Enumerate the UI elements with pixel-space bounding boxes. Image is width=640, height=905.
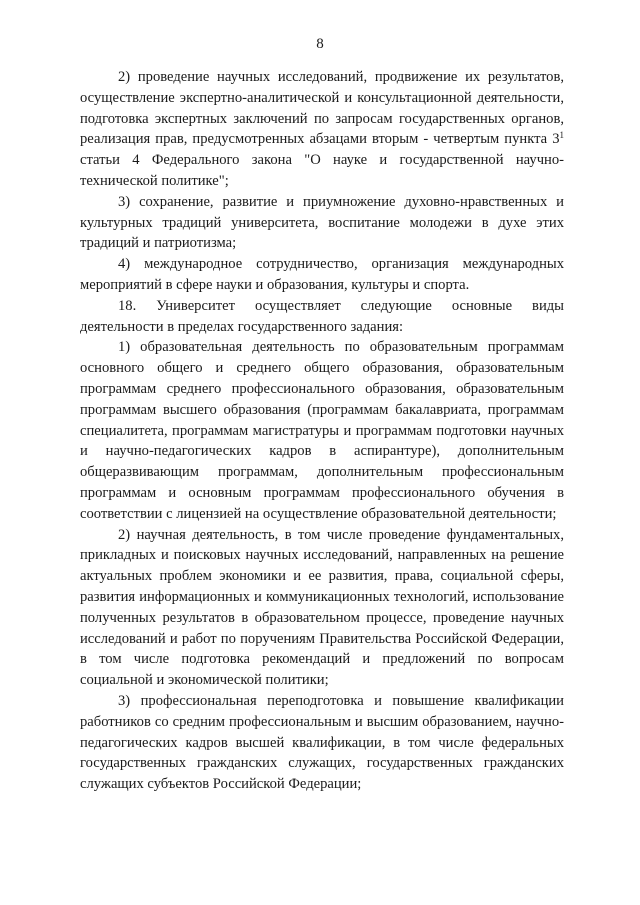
superscript: 1	[559, 130, 564, 141]
paragraph-text: статьи 4 Федерального закона "О науке и государственной научно-технической политике";	[80, 152, 564, 189]
paragraph: 3) сохранение, развитие и приумножение духовно-нравственных и культурных традиций университета, воспитание молодежи в духе этих традиций и патриотизма;	[80, 193, 564, 252]
paragraph-text: 2) проведение научных исследований, продвижение их результатов, осуществление экспертно-аналитической и консультационной деятельности, подготовка экспертных заключений по запросам государственных органов, реализация прав, предусмотренных абзацами вторым - четвертым пункта 3	[80, 69, 564, 148]
page-number: 8	[316, 36, 324, 52]
paragraph: 4) международное сотрудничество, организация международных мероприятий в сфере науки и образования, культуры и спорта.	[80, 256, 564, 293]
paragraph	[80, 67, 564, 192]
paragraph: 3) профессиональная переподготовка и повышение квалификации работников со средним профессиональным и высшим образованием, научно-педагогических кадров высшей квалификации, в том числе федеральных государственных гражданских служащих, государственных гражданских служащих субъектов Российской Федерации;	[80, 692, 564, 793]
document-body	[80, 67, 564, 795]
paragraph: 2) научная деятельность, в том числе проведение фундаментальных, прикладных и поисковых научных исследований, направленных на решение актуальных проблем экономики и ее развития, права, социальной сферы, развития информационных и коммуникационных технологий, использование полученных результатов в образовательном процессе, проведение научных исследований и работ по поручениям Правительства Российской Федерации, в том числе подготовка рекомендаций и предложений по вопросам социальной и экономической политики;	[80, 526, 564, 689]
paragraph: 18. Университет осуществляет следующие основные виды деятельности в пределах государственного задания:	[80, 297, 564, 335]
paragraph: 1) образовательная деятельность по образовательным программам основного общего и среднего общего образования, образовательным программам среднего профессионального образования, образовательным программам высшего образования (программам бакалавриата, программам специалитета, программам магистратуры и программам подготовки научных и научно-педагогических кадров в аспирантуре), дополнительным общеразвивающим программам, дополнительным профессиональным программам и основным программам профессионального обучения в соответствии с лицензией на осуществление образовательной деятельности;	[80, 339, 564, 522]
